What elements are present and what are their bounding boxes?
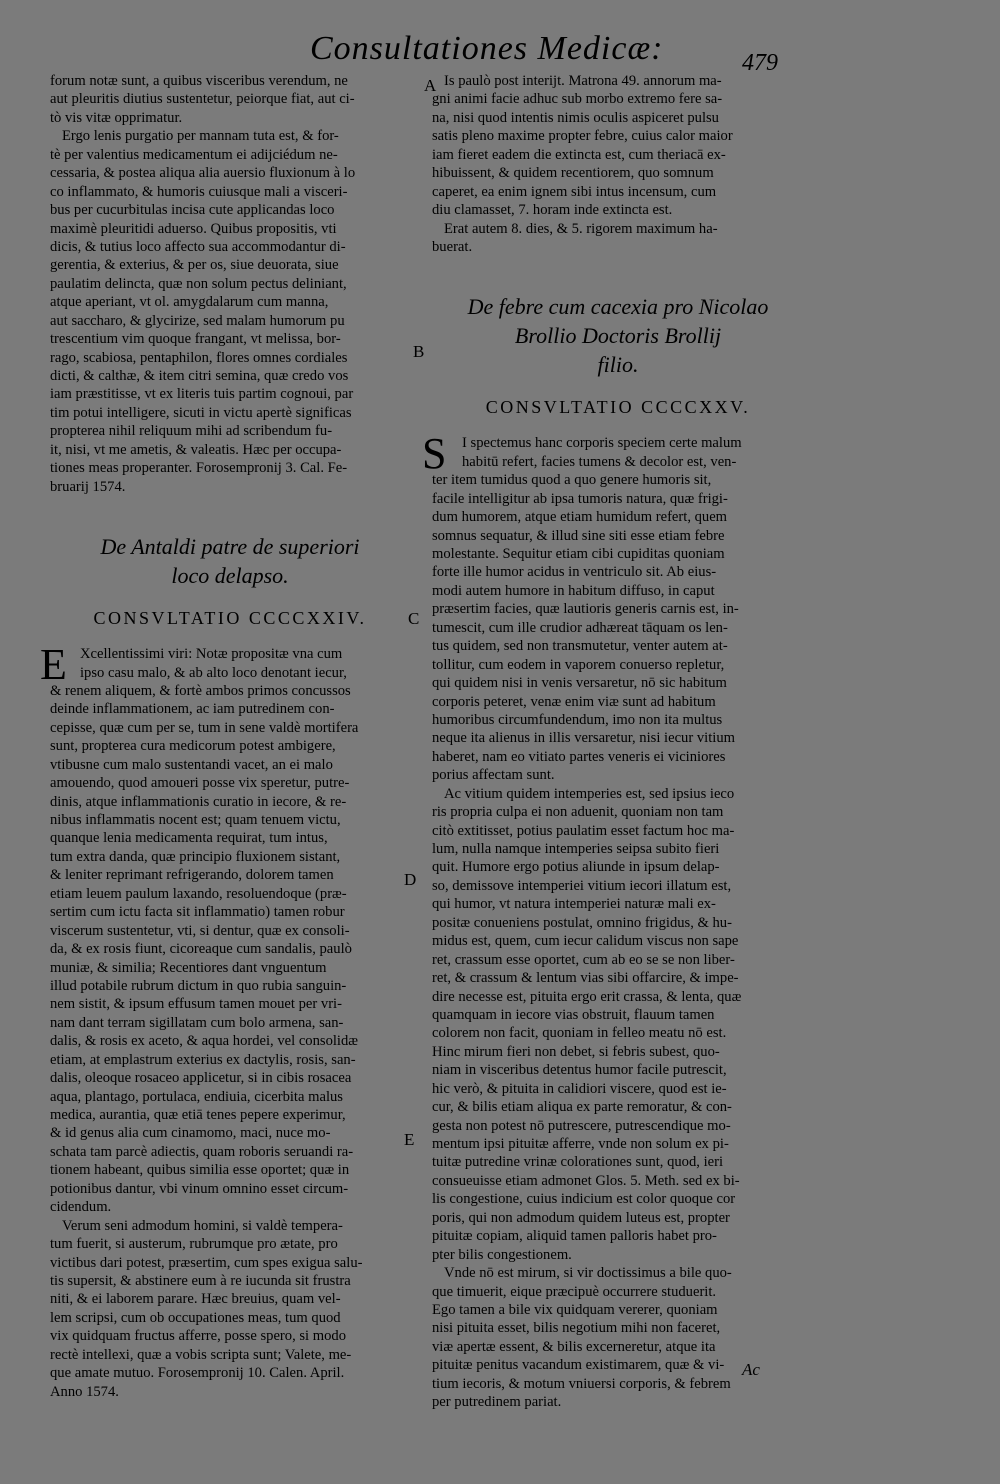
text-line: que amate mutuo. Forosempronij 10. Calen. April. <box>50 1365 345 1382</box>
text-line: atque aperiant, vt ol. amygdalarum cum manna, <box>50 294 329 311</box>
text-line: qui quidem nisi in venis versaretur, nō sic habitum <box>432 675 727 692</box>
text-line: Ego tamen a bile vix quidquam vererer, quoniam <box>432 1301 718 1318</box>
text-line: tò vis vitæ opprimatur. <box>50 109 183 126</box>
text-line: poris, qui non admodum quidem luteus est, propter <box>432 1209 730 1226</box>
text-line: tè per valentius medicamentum ei adijciédum ne- <box>50 146 338 163</box>
text-line: aqua, plantago, portulaca, endiuia, cicerbita malus <box>50 1088 343 1105</box>
drop-cap: S <box>422 429 447 479</box>
catchword: Ac <box>742 1360 760 1379</box>
left-paragraph-2 <box>50 127 410 496</box>
text-line: tium iecoris, & motum vniuersi corporis, & febrem <box>432 1375 731 1392</box>
text-line: citò extitisset, potius paulatim esset factum hoc ma- <box>432 822 735 839</box>
text-line: propterea nihil reliquum mihi ad scribendum fu- <box>50 423 333 440</box>
margin-letter-d: D <box>404 870 417 889</box>
text-line: & leniter reprimant refrigerando, dolorem tamen <box>50 867 334 884</box>
text-line: dicti, & calthæ, & item citri semina, quæ credo vos <box>50 368 349 384</box>
text-line: nibus inflammatis nocent est; quam tenuem victu, <box>50 812 341 828</box>
text-line: cur, & bilis etiam aliqua ex parte remoratur, & con- <box>432 1099 732 1116</box>
text-line: iam fieret eadem die extincta est, cum theriacā ex- <box>432 146 726 163</box>
text-line: porius affectam sunt. <box>432 767 555 784</box>
text-line: ipso casu malo, & ab alto loco denotant iecur, <box>80 664 347 681</box>
text-line: muniæ, & similia; Recentiores dant vnguentum <box>50 959 327 976</box>
text-line: modi autem humore in habitum diffuso, in caput <box>432 582 715 599</box>
text-line: so, demissove intemperiei vitium iecori illatum est, <box>432 877 732 894</box>
text-line: amouendo, quod amoueri posse vix speretur, putre- <box>50 775 350 792</box>
text-line: gesta non potest nō putrescere, putrescendique mo- <box>432 1117 731 1134</box>
text-line: hic verò, & pituita in calidiori viscere, quod est ie- <box>432 1080 727 1097</box>
text-line: dinis, atque inflammationis curatio in iecore, & re- <box>50 793 347 810</box>
text-line: ret, crassum esse oportet, cum ab eo se se non liber- <box>432 951 735 968</box>
margin-letter-e: E <box>404 1130 415 1149</box>
right-paragraph-3 <box>422 429 804 784</box>
right-column <box>422 72 804 1412</box>
text-line: nem sistit, & ipsum effusum tamen mouet per vri- <box>50 996 342 1013</box>
section-heading-antaldi <box>50 532 410 590</box>
text-line: caperet, ea enim ignem sibi intus incensum, cum <box>432 183 717 200</box>
text-line: lem scripsi, cum ob occupationes meas, tum quod <box>50 1309 341 1326</box>
text-line: deinde inflammationem, ac iam putredinem con- <box>50 701 335 718</box>
text-line: victibus dari potest, præsertim, cum spes exigua salu- <box>50 1254 363 1271</box>
text-line: quanque lenia medicamenta requirat, tum intus, <box>50 830 328 847</box>
text-line: na, nisi quod intentis nimis oculis aspiceret pulsu <box>432 109 719 126</box>
text-line: mentum ipsi pituitæ afferre, vnde non solum ex pi- <box>432 1136 729 1152</box>
drop-cap: E <box>40 640 67 690</box>
text-line: medica, aurantia, quæ etiā tenes pepere experimur, <box>50 1107 346 1123</box>
text-line: iam præstitisse, vt ex literis tuis partim cognoui, par <box>50 386 354 403</box>
text-line: tum fuerit, si austerum, rubrumque pro ætate, pro <box>50 1236 338 1253</box>
text-line: da, & ex rosis fiunt, cicoreaque cum sandalis, paulò <box>50 941 352 958</box>
text-line: pituitæ copiam, aliquid tamen palloris habet pro- <box>432 1228 717 1245</box>
text-line: co inflammato, & humoris cuiusque mali a visceri- <box>50 183 348 200</box>
text-line: Erat autem 8. dies, & 5. rigorem maximum ha- <box>444 220 718 237</box>
text-line: tus quidem, sed non transmutetur, venter autem at- <box>432 638 728 655</box>
heading-line: loco delapso. <box>171 563 289 589</box>
text-line: colorem non facit, quoniam in felleo meatu nō est. <box>432 1025 727 1042</box>
text-line: positæ conueniens postulat, omnino frigidus, & hu- <box>432 914 732 931</box>
text-line: bus per cucurbitulas incisa cute applicandas loco <box>50 202 335 219</box>
text-line: niti, & ei laborem parare. Hæc breuius, quam vel- <box>50 1291 341 1308</box>
text-line: cidendum. <box>50 1199 112 1216</box>
text-line: illud potabile rubrum dictum in quo rubia sanguin- <box>50 977 347 994</box>
text-line: quit. Humore ergo potius aliunde in ipsum delap- <box>432 859 720 876</box>
text-line: Anno 1574. <box>50 1383 119 1400</box>
text-line: tuitæ putredine vrinæ colorationes sunt, quod, ieri <box>432 1154 724 1171</box>
text-line: habitū refert, facies tumens & decolor est, ven- <box>462 453 737 470</box>
text-line: forum notæ sunt, a quibus visceribus verendum, ne <box>50 73 348 89</box>
text-line: diu clamasset, 7. horam inde extincta est. <box>432 202 673 219</box>
text-line: niam in visceribus detentus humor facile putrescit, <box>432 1062 727 1079</box>
text-line: pituitæ penitus vacandum existimarem, quæ & vi- <box>432 1357 725 1374</box>
text-line: bruarij 1574. <box>50 478 126 495</box>
heading-line: Brollio Doctoris Brollij <box>514 323 722 349</box>
text-line: corporis peteret, venæ enim viæ sunt ad habitum <box>432 693 716 710</box>
text-line: tumescit, cum ille crudior adhæreat tāquam os len- <box>432 619 728 636</box>
text-line: etiam, at emplastrum exterius ex dactylis, rosis, san- <box>50 1051 356 1068</box>
text-line: vtibusne cum malo sustentandi vacet, an ei malo <box>50 756 333 773</box>
text-line: nam dant terram sigillatam cum bolo armena, san- <box>50 1014 344 1031</box>
text-line: ter item tumidus quod a quo genere humoris sit, <box>432 472 712 489</box>
text-line: dum humorem, atque etiam humidum refert, quem <box>432 509 728 526</box>
text-line: maximè pleuritidi aduerso. Quibus propositis, vti <box>50 220 337 237</box>
text-line: sunt, propterea cura medicorum potest ambigere, <box>50 738 336 755</box>
text-line: tim potui intelligere, sicuti in victu apertè significas <box>50 404 352 421</box>
text-line: haberet, nam eo vitiato partes veneris ei viciniores <box>432 748 726 765</box>
text-line: & id genus alia cum cinamomo, maci, nuce mo- <box>50 1125 331 1142</box>
text-line: cessaria, & postea aliqua alia auersio fluxionum à lo <box>50 165 356 182</box>
text-line: tionem habeant, quibus similia esse oportet; quæ in <box>50 1162 350 1179</box>
text-line: Is paulò post interijt. Matrona 49. annorum ma- <box>444 73 722 89</box>
margin-letter-a: A <box>424 76 437 95</box>
text-line: Hinc mirum fieri non debet, si febris subest, quo- <box>432 1043 720 1060</box>
text-line: rectè intellexi, quæ a vobis scripta sunt; Valete, me- <box>50 1346 352 1363</box>
text-line: cepisse, quæ cum per se, tum in sene valdè mortifera <box>50 719 359 736</box>
text-line: ris propria culpa ei non aduenit, quoniam non tam <box>432 804 724 821</box>
text-line: quamquam in iecore vias obstruit, flauum tamen <box>432 1006 715 1023</box>
text-line: Ergo lenis purgatio per mannam tuta est, & for- <box>62 128 339 145</box>
consultatio-label: CONSVLTATIO CCCCXXV. <box>485 397 751 418</box>
text-line: rago, scabiosa, pentaphilon, flores omnes cordiales <box>50 349 348 366</box>
consultatio-label: CONSVLTATIO CCCCXXIV. <box>93 608 367 629</box>
text-line: Xcellentissimi viri: Notæ propositæ vna cum <box>80 646 343 663</box>
text-line: per putredinem pariat. <box>432 1394 562 1411</box>
text-line: sertim cum ictu facta sit inflammatio) tamen robur <box>50 904 345 921</box>
text-line: præsertim facies, quæ lautioris generis carnis est, in- <box>432 601 739 618</box>
text-line: pter bilis congestionem. <box>432 1246 572 1263</box>
text-line: ret, & crassum & lentum vias sibi offarcire, & impe- <box>432 970 739 987</box>
right-paragraph-2 <box>432 220 804 257</box>
text-line: & renem aliquem, & fortè ambos primos concussos <box>50 682 351 699</box>
text-line: dicis, & tutius loco affecto sua accommodantur di- <box>50 238 346 255</box>
text-line: tis supersit, & abstinere eum à re iucunda sit frustra <box>50 1272 351 1289</box>
text-line: gerentia, & exterius, & per os, siue deuorata, siue <box>50 257 339 274</box>
text-line: viscerum sustentetur, vti, si dentur, quæ ex consoli- <box>50 922 350 939</box>
text-line: Vnde nō est mirum, si vir doctissimus a bile quo- <box>444 1265 732 1282</box>
text-line: aut pleuritis diutius sustentetur, peiorque fiat, aut ci- <box>50 91 355 108</box>
text-line: nisi pituita esset, bilis negotium mihi non faceret, <box>432 1320 721 1337</box>
heading-line: De febre cum cacexia pro Nicolao <box>467 294 769 320</box>
text-line: tum extra danda, quæ principio fluxionem sistant, <box>50 848 341 865</box>
text-line: molestante. Sequitur etiam cibi cupiditas quoniam <box>432 546 725 562</box>
text-line: midus est, quem, cum iecur calidum viscus non sape <box>432 933 739 950</box>
text-line: aut saccharo, & glycirize, sed malam humorum pu <box>50 312 345 329</box>
heading-line: De Antaldi patre de superiori <box>100 534 360 560</box>
right-paragraph-1 <box>432 72 804 220</box>
text-line: consueuisse etiam admonet Glos. 5. Meth. sed ex bi- <box>432 1172 740 1189</box>
text-line: I spectemus hanc corporis speciem certe malum <box>462 435 742 452</box>
text-line: somnus sequatur, & illud sine siti esse etiam febre <box>432 527 725 544</box>
heading-line: filio. <box>597 352 639 378</box>
text-line: forte ille humor acidus in ventriculo sit. Ab eius- <box>432 564 717 581</box>
text-line: tollitur, cum eodem in vaporem conuerso repletur, <box>432 656 725 673</box>
text-line: dalis, oleoque rosaceo applicetur, si in cibis rosacea <box>50 1070 352 1087</box>
text-line: dire necesse est, pituita ergo erit crassa, & lenta, quæ <box>432 988 742 1005</box>
text-line: vix quidquam fructus afferre, posse spero, si modo <box>50 1328 347 1345</box>
text-line: trescentium vim quoque frangant, vt melissa, bor- <box>50 331 341 348</box>
text-line: Ac vitium quidem intemperies est, sed ipsius ieco <box>444 785 735 802</box>
right-paragraph-4 <box>432 785 804 1264</box>
text-line: lum, nulla namque intemperies seipsa subito fieri <box>432 841 720 857</box>
text-line: que timuerit, eique præcipuè occurrere studuerit. <box>432 1283 717 1300</box>
running-head: Consultationes Medicæ: <box>310 30 664 67</box>
text-line: lis congestione, cuius indicium est color quoque cor <box>432 1191 736 1208</box>
text-line: it, nisi, vt me ametis, & valeatis. Hæc per occupa- <box>50 441 342 458</box>
text-line: gni animi facie adhuc sub morbo extremo fere sa- <box>432 91 723 108</box>
margin-letter-b: B <box>413 342 425 361</box>
text-line: potionibus dantur, vbi vinum omnino esset circum- <box>50 1180 349 1197</box>
margin-letter-c: C <box>408 609 420 628</box>
left-paragraph-4 <box>50 1217 410 1401</box>
text-line: paulatim delincta, quæ non solum pectus deliniant, <box>50 275 347 292</box>
text-line: buerat. <box>432 238 473 255</box>
left-column <box>40 72 410 1401</box>
text-line: neque ita alienus in illis versaretur, nisi iecur vitium <box>432 730 735 747</box>
text-line: Verum seni admodum homini, si valdè tempera- <box>62 1217 343 1234</box>
text-line: viæ apertæ essent, & bilis excerneretur, atque ita <box>432 1338 716 1355</box>
text-line: satis pleno maxime propter febre, cuius calor maior <box>432 128 733 145</box>
left-paragraph-3 <box>40 640 410 1217</box>
text-line: schata tam parcè adiectis, quam roboris seruandi ra- <box>50 1143 354 1160</box>
page-number: 479 <box>742 50 778 76</box>
text-line: dalis, & rosis ex aceto, & aqua hordei, vel consolidæ <box>50 1033 359 1050</box>
text-line: facile intelligitur ab ipsa tumoris natura, quæ frigi- <box>432 490 728 507</box>
text-line: qui humor, vt natura intemperiei naturæ mali ex- <box>432 896 716 913</box>
text-line: humoribus circumfundendum, imo non ita multus <box>432 711 723 728</box>
section-heading-brollio <box>432 292 804 379</box>
text-line: tiones meas properanter. Forosempronij 3. Cal. Fe- <box>50 460 348 477</box>
text-line: hibuissent, & quidem recentiorem, quo somnum <box>432 165 714 182</box>
text-line: etiam leuem paulum laxando, resoluendoque (præ- <box>50 885 347 902</box>
left-paragraph-1 <box>50 72 410 127</box>
right-paragraph-5 <box>432 1264 804 1412</box>
